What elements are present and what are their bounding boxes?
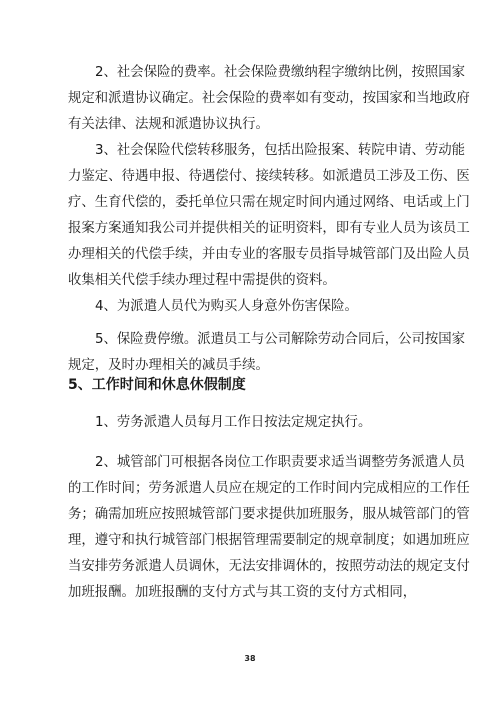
text-line: 务；确需加班应按照城管部门要求提供加班服务，服从城管部门的管: [68, 507, 470, 522]
text-line: 的工作时间；劳务派遣人员应在规定的工作时间内完成相应的工作任: [68, 481, 470, 496]
text-line: 加班报酬。加班报酬的支付方式与其工资的支付方式相同，: [68, 585, 417, 600]
text-line: 疗、生育代偿的，委托单位只需在规定时间内通过网络、电话或上门: [68, 195, 470, 210]
text-line: 4、为派遣人员代为购买人身意外伤害保险。: [95, 299, 358, 314]
text-line: 有关法律、法规和派遣协议执行。: [68, 117, 269, 132]
page-number: 38: [244, 654, 256, 663]
text-line: 报案方案通知我公司并提供相关的证明资料，即有专业人员为该员工: [68, 221, 470, 236]
text-line: 3、社会保险代偿转移服务，包括出险报案、转院申请、劳动能: [95, 143, 466, 158]
text-line: 当安排劳务派遣人员调休，无法安排调休的，按照劳动法的规定支付: [68, 559, 470, 574]
text-line: 理，遵守和执行城管部门根据管理需要制定的规章制度；如遇加班应: [68, 533, 470, 548]
text-line: 力鉴定、待遇申报、待遇偿付、接续转移。如派遣员工涉及工伤、医: [68, 169, 470, 184]
paragraph-working-hours-overtime: [68, 450, 470, 606]
text-line: 收集相关代偿手续办理过程中需提供的资料。: [68, 273, 336, 288]
text-line: 1、劳务派遣人员每月工作日按法定规定执行。: [95, 415, 372, 430]
text-line: 2、城管部门可根据各岗位工作职责要求适当调整劳务派遣人员: [95, 455, 466, 470]
paragraph-social-insurance-rate: [68, 60, 470, 138]
paragraph-working-days: [68, 410, 448, 436]
text-line: 2、社会保险的费率。社会保险费缴纳程字缴纳比例，按照国家: [95, 65, 466, 80]
text-line: 规定和派遣协议确定。社会保险的费率如有变动，按国家和当地政府: [68, 91, 470, 106]
text-line: 规定，及时办理相关的减员手续。: [68, 358, 269, 373]
paragraph-accident-insurance: [68, 294, 448, 320]
text-line: 5、保险费停缴。派遣员工与公司解除劳动合同后，公司按国家: [95, 332, 466, 347]
paragraph-insurance-transfer-service: [68, 138, 470, 294]
section-heading: 5、工作时间和休息休假制度: [68, 377, 246, 393]
text-line: 办理相关的代偿手续，并由专业的客服专员指导城管部门及出险人员: [68, 247, 470, 262]
